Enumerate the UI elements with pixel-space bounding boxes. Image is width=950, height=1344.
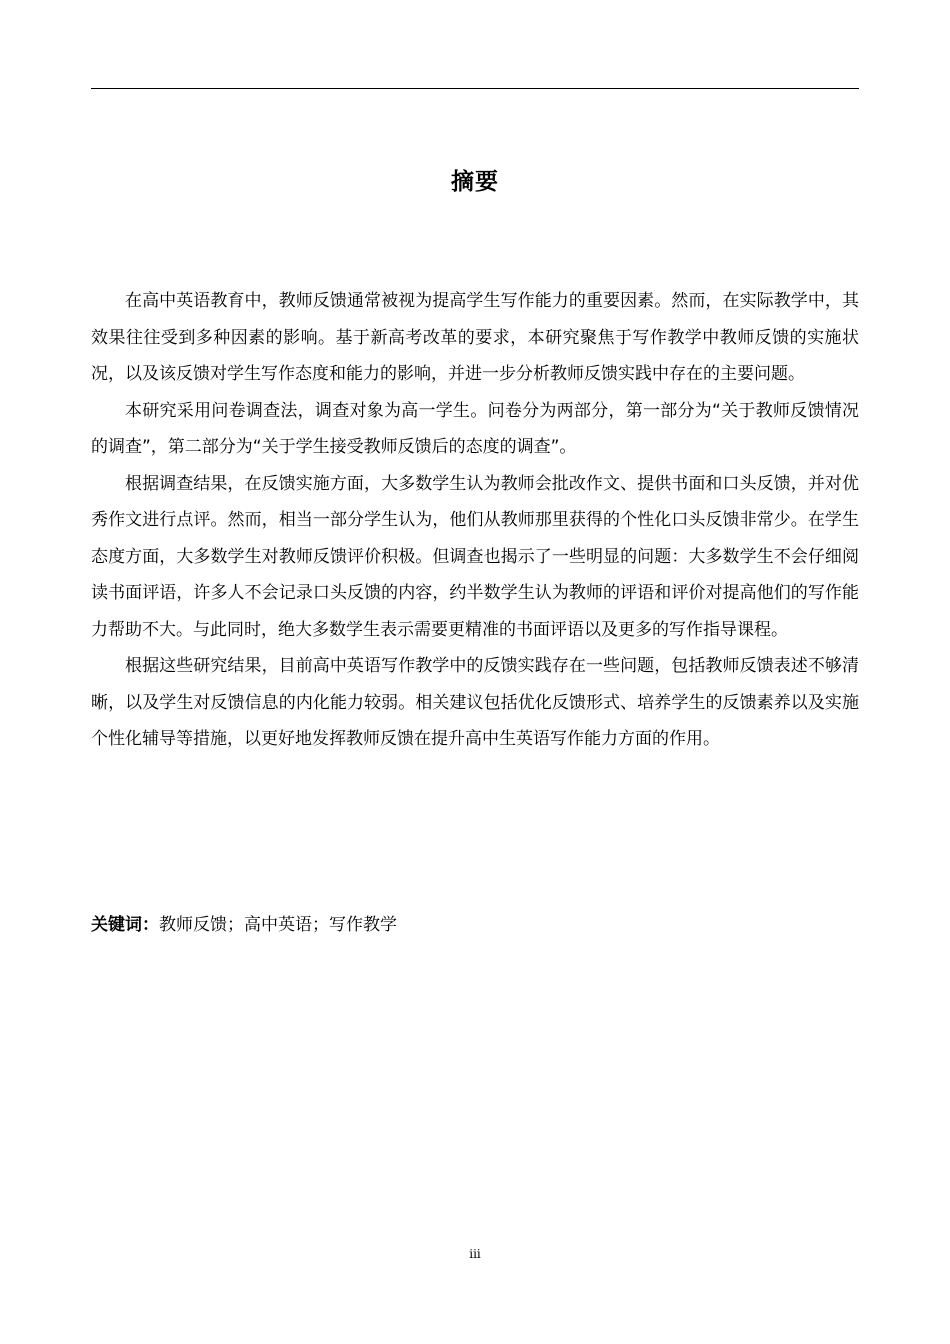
keywords-value: 教师反馈；高中英语；写作教学: [159, 915, 397, 935]
abstract-paragraph-3: 根据调查结果，在反馈实施方面，大多数学生认为教师会批改作文、提供书面和口头反馈，并对优秀作文进行点评。然而，相当一部分学生认为，他们从教师那里获得的个性化口头反馈非常少。在学生态度方面，大多数学生对教师反馈评价积极。但调查也揭示了一些明显的问题：大多数学生不会仔细阅读书面评语，许多人不会记录口头反馈的内容，约半数学生认为教师的评语和评价对提高他们的写作能力帮助不大。与此同时，绝大多数学生表示需要更精准的书面评语以及更多的写作指导课程。: [91, 473, 859, 640]
keywords-line: [91, 910, 859, 940]
abstract-paragraph-2: 本研究采用问卷调查法，调查对象为高一学生。问卷分为两部分，第一部分为“关于教师反馈情况的调查”，第二部分为“关于学生接受教师反馈后的态度的调查”。: [91, 400, 859, 457]
keywords-label: 关键词：: [91, 915, 159, 935]
abstract-paragraph-4: 根据这些研究结果，目前高中英语写作教学中的反馈实践存在一些问题，包括教师反馈表述不够清晰，以及学生对反馈信息的内化能力较弱。相关建议包括优化反馈形式、培养学生的反馈素养以及实施个性化辅导等措施，以更好地发挥教师反馈在提升高中生英语写作能力方面的作用。: [91, 656, 859, 749]
page-title: 摘要: [451, 169, 499, 195]
abstract-body: [91, 283, 859, 758]
header-rule: [91, 88, 859, 89]
page-number: iii: [469, 1247, 481, 1261]
abstract-paragraph-1: 在高中英语教育中，教师反馈通常被视为提高学生写作能力的重要因素。然而，在实际教学中，其效果往往受到多种因素的影响。基于新高考改革的要求，本研究聚焦于写作教学中教师反馈的实施状况，以及该反馈对学生写作态度和能力的影响，并进一步分析教师反馈实践中存在的主要问题。: [91, 291, 859, 384]
